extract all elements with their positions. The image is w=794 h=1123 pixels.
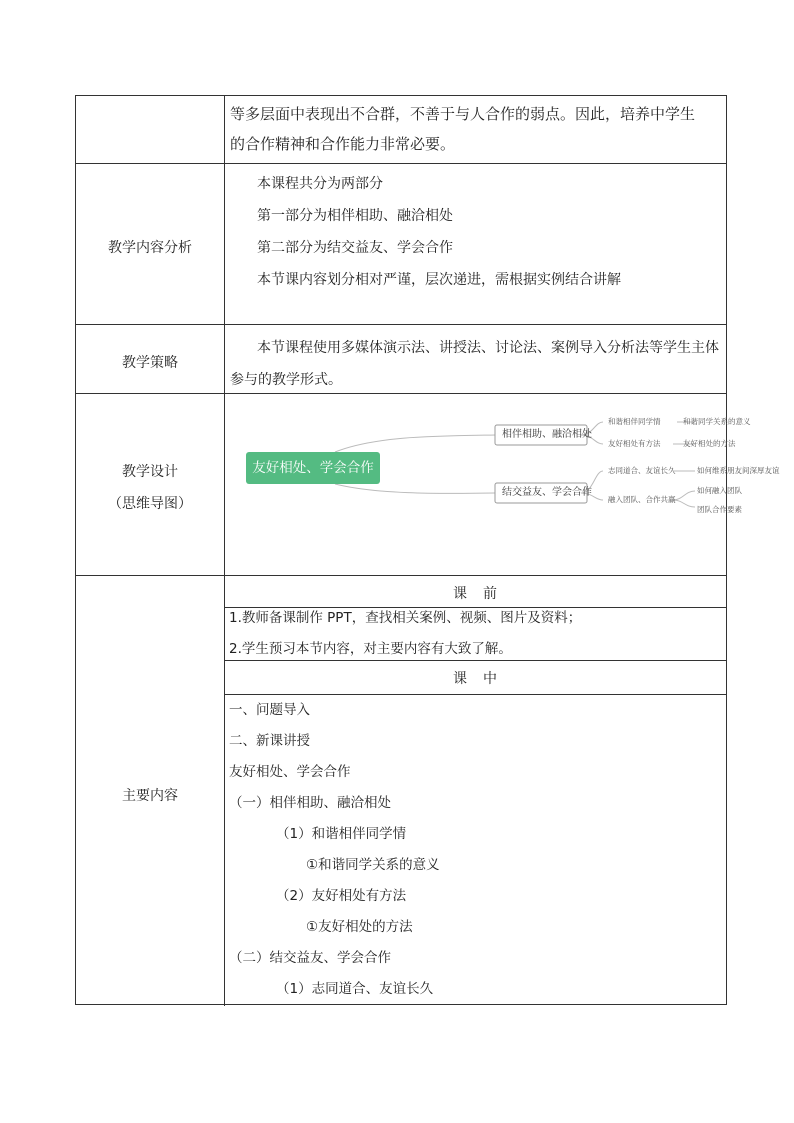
during-class-title: 课 中 bbox=[453, 671, 498, 687]
content-analysis-line: 第二部分为结交益友、学会合作 bbox=[257, 240, 453, 256]
lesson-plan-table bbox=[75, 95, 780, 1005]
mind-map-branch-node: 相伴相助、融洽相处 bbox=[502, 429, 592, 440]
row-divider bbox=[76, 163, 726, 164]
during-class-item: （1）志同道合、友谊长久 bbox=[276, 981, 434, 997]
mind-map-leaf-node: 如何维系朋友间深厚友谊 bbox=[697, 466, 780, 475]
during-class-item: （2）友好相处有方法 bbox=[276, 888, 407, 904]
intro-text-line: 等多层面中表现出不合群，不善于与人合作的弱点。因此，培养中学生 bbox=[230, 105, 696, 123]
before-class-item: 1.教师备课制作 PPT，查找相关案例、视频、图片及资料； bbox=[229, 610, 582, 626]
mind-map-leaf-node: 融入团队、合作共赢 bbox=[608, 495, 676, 504]
content-analysis-line: 本课程共分为两部分 bbox=[257, 176, 383, 192]
before-class-title: 课 前 bbox=[453, 586, 498, 602]
during-class-item: （一）相伴相助、融洽相处 bbox=[229, 795, 391, 811]
mind-map-leaf-node: 友好相处有方法 bbox=[608, 439, 661, 448]
content-analysis-line: 第一部分为相伴相助、融洽相处 bbox=[257, 208, 453, 224]
content-analysis-line: 本节课内容划分相对严谨，层次递进，需根据实例结合讲解 bbox=[257, 272, 621, 288]
main-content-label: 主要内容 bbox=[122, 788, 178, 804]
intro-text-line: 的合作精神和合作能力非常必要。 bbox=[230, 135, 456, 153]
before-class-item: 2.学生预习本节内容，对主要内容有大致了解。 bbox=[229, 641, 512, 657]
design-sublabel: （思维导图） bbox=[108, 496, 192, 512]
content-analysis-label: 教学内容分析 bbox=[108, 240, 192, 256]
during-class-item: ①友好相处的方法 bbox=[306, 919, 413, 935]
strategy-label: 教学策略 bbox=[122, 355, 178, 371]
mind-map-leaf-node: 如何融入团队 bbox=[697, 486, 742, 495]
during-class-item: （1）和谐相伴同学情 bbox=[276, 826, 407, 842]
strategy-text-line: 本节课程使用多媒体演示法、讲授法、讨论法、案例导入分析法等学生主体 bbox=[257, 340, 719, 356]
mind-map-leaf-node: 友好相处的方法 bbox=[683, 439, 736, 448]
during-class-item: 二、新课讲授 bbox=[229, 733, 310, 749]
mind-map-branch-node: 结交益友、学会合作 bbox=[502, 487, 592, 498]
mind-map-leaf-node: 和谐相伴同学情 bbox=[608, 417, 661, 426]
during-class-item: 友好相处、学会合作 bbox=[229, 764, 351, 780]
mind-map bbox=[225, 394, 780, 574]
mind-map-leaf-node: 团队合作要素 bbox=[697, 505, 742, 514]
strategy-text-line: 参与的教学形式。 bbox=[230, 372, 342, 388]
during-class-item: （二）结交益友、学会合作 bbox=[229, 950, 391, 966]
row-divider bbox=[76, 575, 726, 576]
design-label: 教学设计 bbox=[122, 464, 178, 480]
row-divider bbox=[76, 324, 726, 325]
mind-map-root-node: 友好相处、学会合作 bbox=[246, 452, 380, 484]
during-class-item: ①和谐同学关系的意义 bbox=[306, 857, 440, 873]
mind-map-leaf-node: 志同道合、友谊长久 bbox=[608, 466, 676, 475]
mind-map-leaf-node: 和谐同学关系的意义 bbox=[683, 417, 751, 426]
during-class-item: 一、问题导入 bbox=[229, 702, 310, 718]
